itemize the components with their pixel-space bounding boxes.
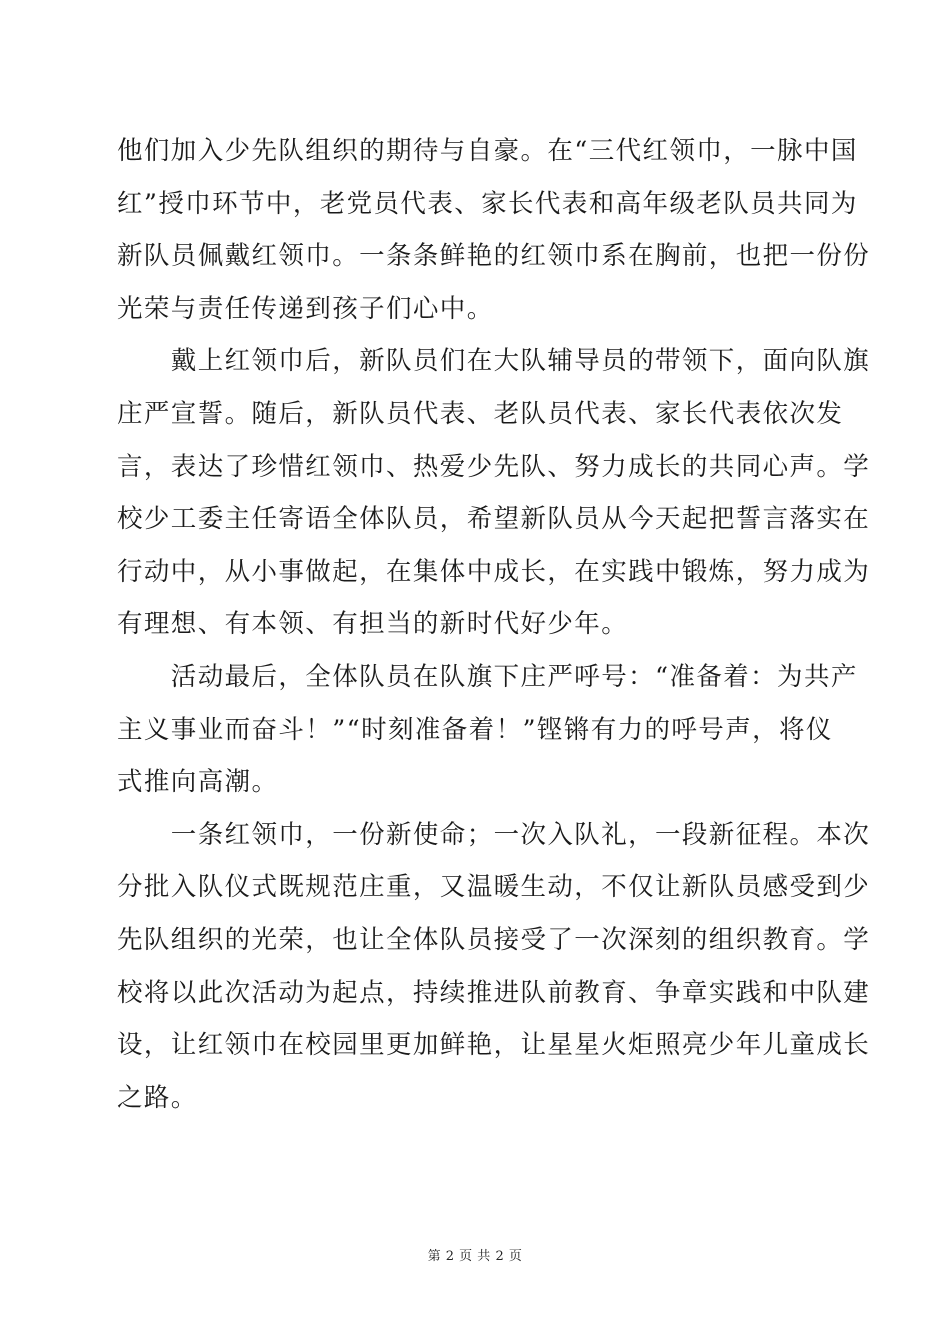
text-line: 庄严宣誓。随后，新队员代表、老队员代表、家长代表依次发 bbox=[117, 398, 844, 429]
text-line: 分批入队仪式既规范庄重，又温暖生动，不仅让新队员感受到少 bbox=[117, 872, 871, 903]
text-line: 一条红领巾，一份新使命；一次入队礼，一段新征程。本次 bbox=[117, 819, 871, 850]
text-line: 主义事业而奋斗！”“时刻准备着！”铿锵有力的呼号声，将仪 bbox=[117, 714, 833, 745]
text-line: 先队组织的光荣，也让全体队员接受了一次深刻的组织教育。学 bbox=[117, 924, 871, 955]
text-line: 光荣与责任传递到孩子们心中。 bbox=[117, 293, 494, 324]
page-number-footer: 第 2 页 共 2 页 bbox=[427, 1249, 523, 1264]
text-line: 言，表达了珍惜红领巾、热爱少先队、努力成长的共同心声。学 bbox=[117, 451, 871, 482]
text-line: 行动中，从小事做起，在集体中成长，在实践中锻炼，努力成为 bbox=[117, 556, 871, 587]
document-body bbox=[117, 125, 871, 1124]
text-line: 校将以此次活动为起点，持续推进队前教育、争章实践和中队建 bbox=[117, 977, 871, 1008]
text-line: 校少工委主任寄语全体队员，希望新队员从今天起把誓言落实在 bbox=[117, 504, 871, 535]
text-line: 他们加入少先队组织的期待与自豪。在“三代红领巾，一脉中国 bbox=[117, 136, 858, 166]
text-line: 式推向高潮。 bbox=[117, 767, 279, 798]
text-line: 之路。 bbox=[117, 1082, 198, 1113]
text-line: 设，让红领巾在校园里更加鲜艳，让星星火炬照亮少年儿童成长 bbox=[117, 1030, 871, 1061]
text-line: 戴上红领巾后，新队员们在大队辅导员的带领下，面向队旗 bbox=[117, 346, 871, 377]
text-line: 红”授巾环节中，老党员代表、家长代表和高年级老队员共同为 bbox=[117, 188, 858, 219]
text-line: 有理想、有本领、有担当的新时代好少年。 bbox=[117, 609, 629, 640]
text-line: 新队员佩戴红领巾。一条条鲜艳的红领巾系在胸前，也把一份份 bbox=[117, 241, 871, 272]
text-line: 活动最后，全体队员在队旗下庄严呼号：“准备着：为共产 bbox=[117, 661, 858, 692]
